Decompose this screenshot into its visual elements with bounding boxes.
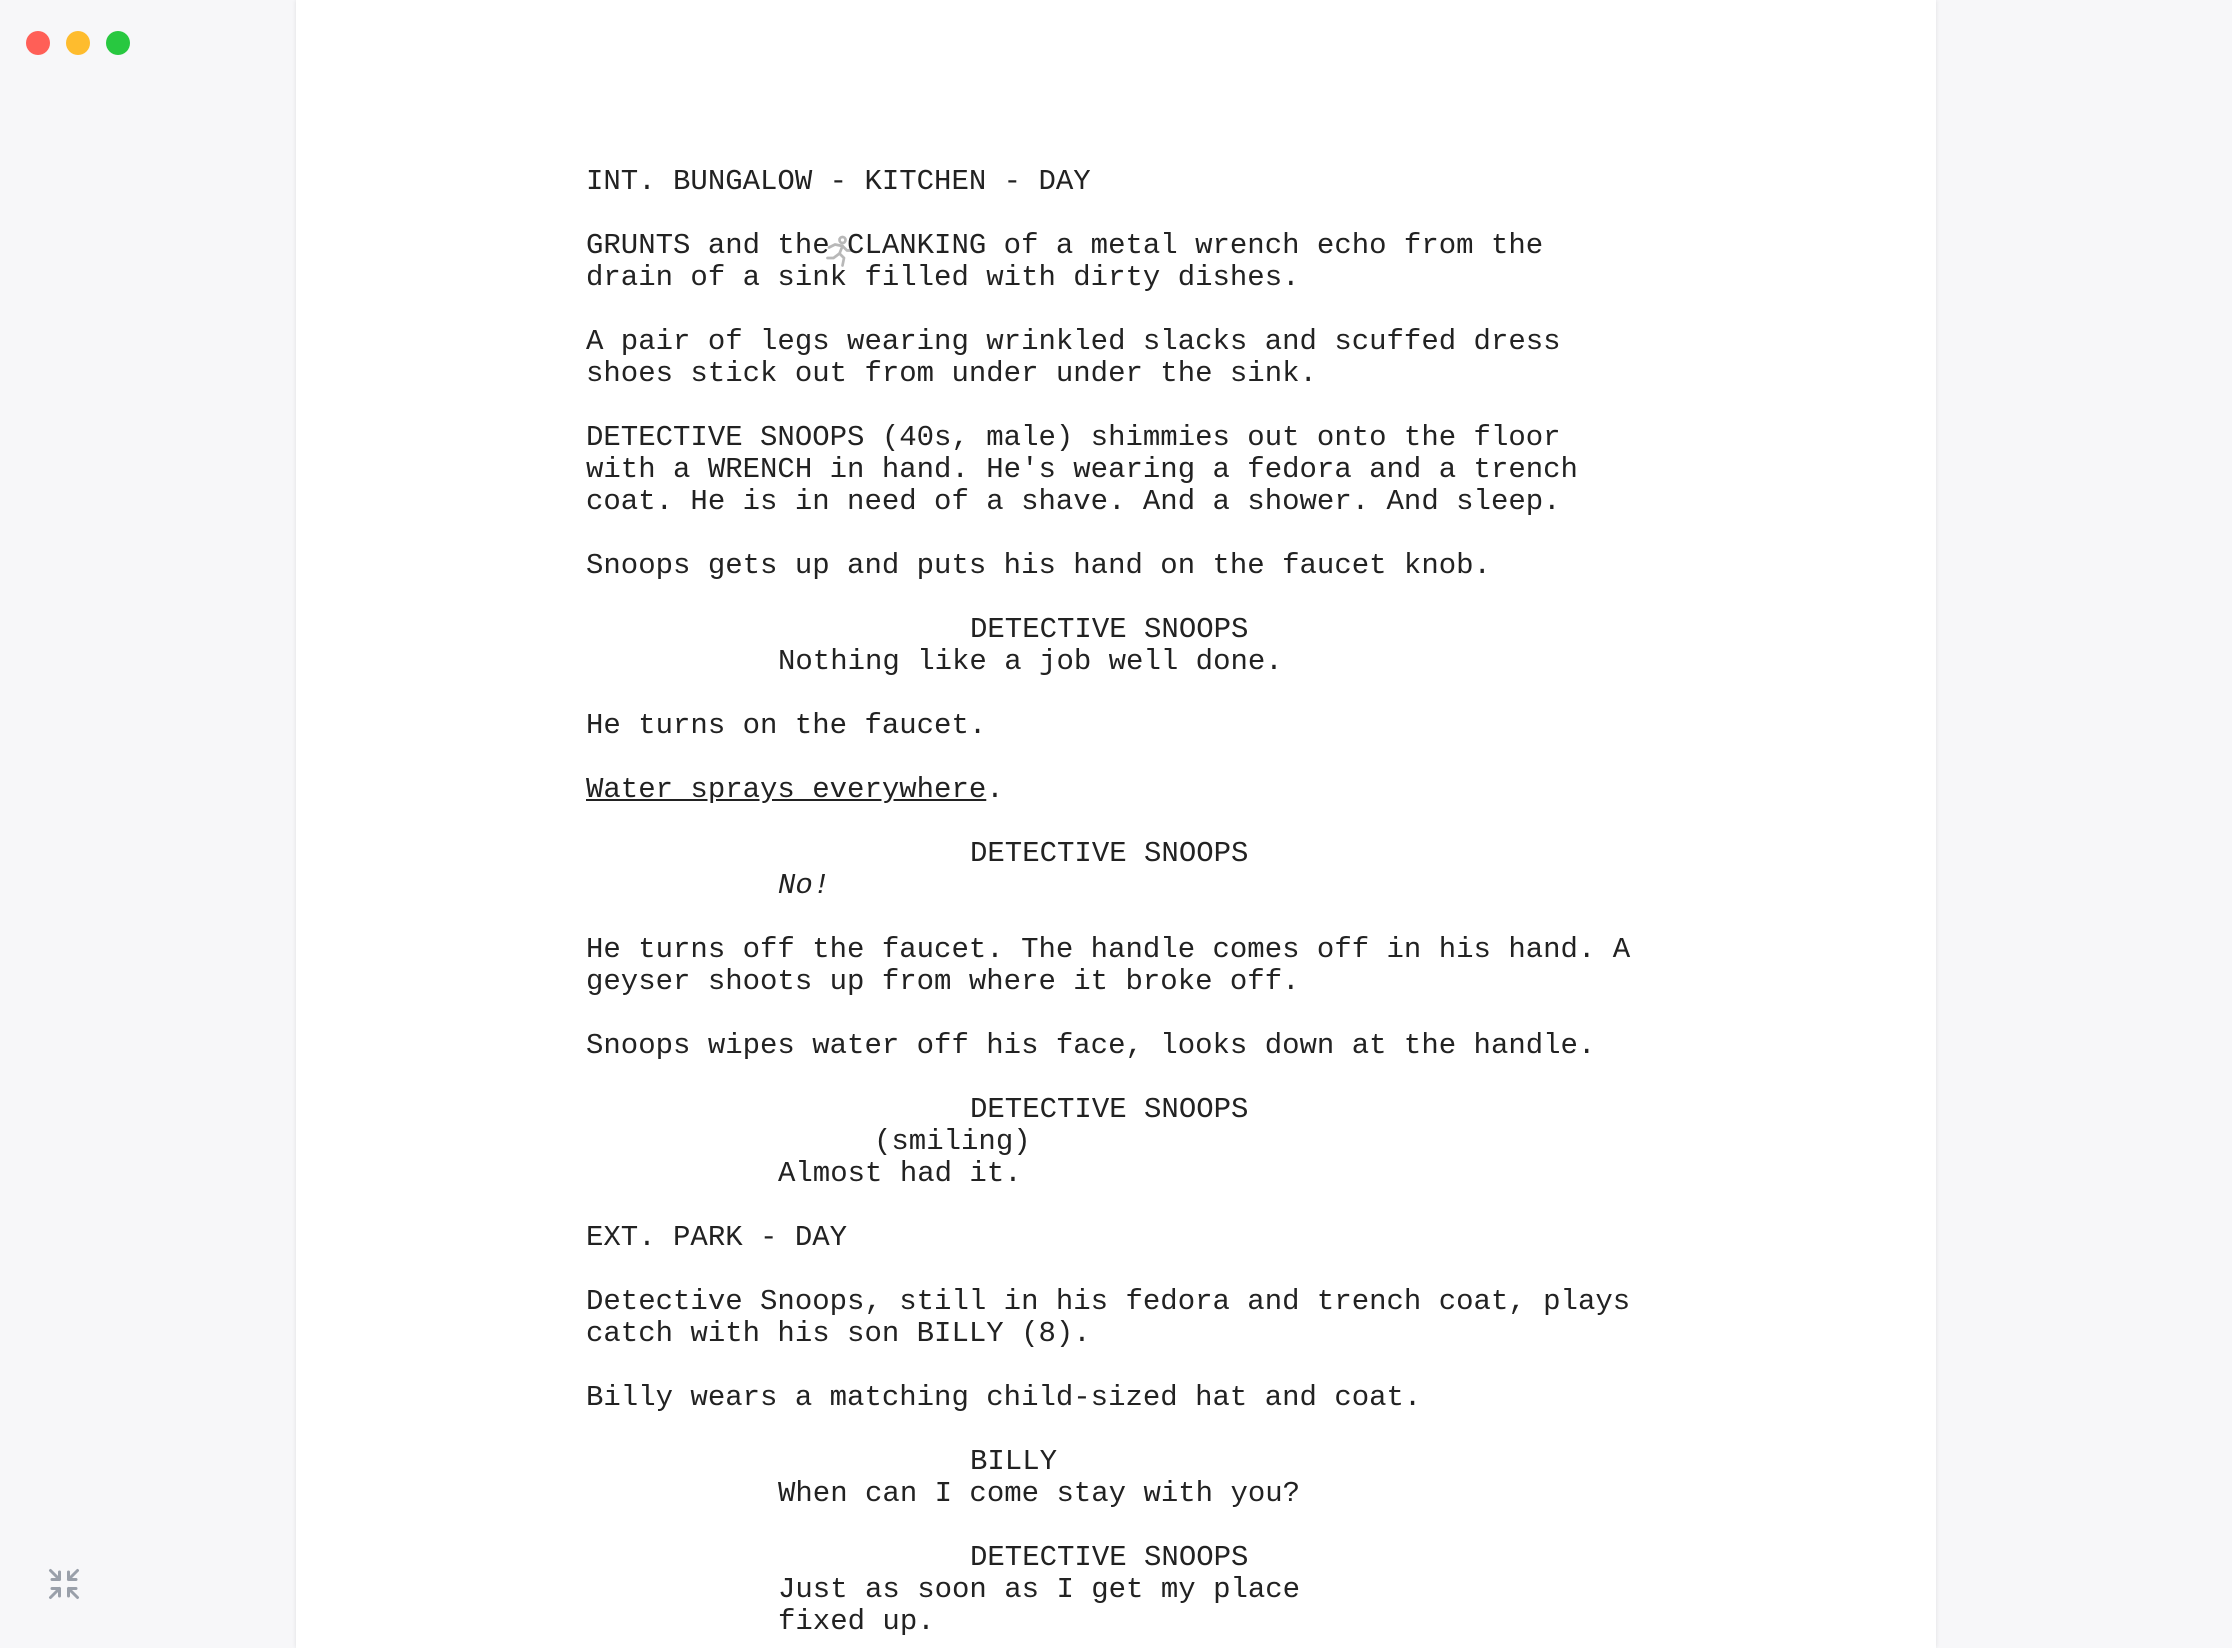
character-name[interactable]: DETECTIVE SNOOPS [970, 1541, 1249, 1574]
action-line[interactable]: GRUNTS and the CLANKING of a metal wrench echo from the drain of a sink filled with dirty dishes. [586, 229, 1544, 294]
scene-heading[interactable]: INT. BUNGALOW - KITCHEN - DAY [586, 165, 1091, 198]
action-line[interactable]: Billy wears a matching child-sized hat and coat. [586, 1381, 1422, 1414]
screenplay-body[interactable] [586, 166, 1786, 1648]
dialogue-line[interactable]: Just as soon as I get my place fixed up. [778, 1573, 1301, 1638]
action-line[interactable]: He turns off the faucet. The handle comes off in his hand. A geyser shoots up from where it broke off. [586, 933, 1631, 998]
action-text: . [986, 773, 1004, 806]
close-window-button[interactable] [26, 31, 50, 55]
character-name[interactable]: DETECTIVE SNOOPS [970, 613, 1249, 646]
action-line[interactable]: DETECTIVE SNOOPS (40s, male) shimmies out onto the floor with a WRENCH in hand. He's wearing a fedora and a trench coat. He is in need of a shave. And a shower. And sleep. [586, 421, 1578, 518]
character-name[interactable]: BILLY [970, 1445, 1058, 1478]
scene-heading[interactable]: EXT. PARK - DAY [586, 1221, 848, 1254]
parenthetical[interactable]: (smiling) [874, 1125, 1031, 1158]
action-line[interactable]: Detective Snoops, still in his fedora and trench coat, plays catch with his son BILLY (8). [586, 1285, 1631, 1350]
underlined-text: Water sprays everywhere [586, 773, 987, 806]
dialogue-line[interactable]: No! [778, 869, 831, 902]
action-line[interactable] [586, 774, 1746, 806]
dialogue-line[interactable]: Nothing like a job well done. [778, 645, 1283, 678]
action-line[interactable]: Snoops wipes water off his face, looks down at the handle. [586, 1029, 1596, 1062]
maximize-window-button[interactable] [106, 31, 130, 55]
dialogue-line[interactable]: When can I come stay with you? [778, 1477, 1301, 1510]
character-name[interactable]: DETECTIVE SNOOPS [970, 1093, 1249, 1126]
action-line[interactable]: Snoops gets up and puts his hand on the faucet knob. [586, 549, 1491, 582]
collapse-arrows-icon[interactable] [46, 1566, 82, 1602]
script-page[interactable] [296, 0, 1936, 1648]
window-controls [26, 31, 130, 55]
action-line[interactable]: He turns on the faucet. [586, 709, 987, 742]
minimize-window-button[interactable] [66, 31, 90, 55]
action-line[interactable]: A pair of legs wearing wrinkled slacks and scuffed dress shoes stick out from under under the sink. [586, 325, 1561, 390]
character-name[interactable]: DETECTIVE SNOOPS [970, 837, 1249, 870]
dialogue-line[interactable]: Almost had it. [778, 1157, 1022, 1190]
